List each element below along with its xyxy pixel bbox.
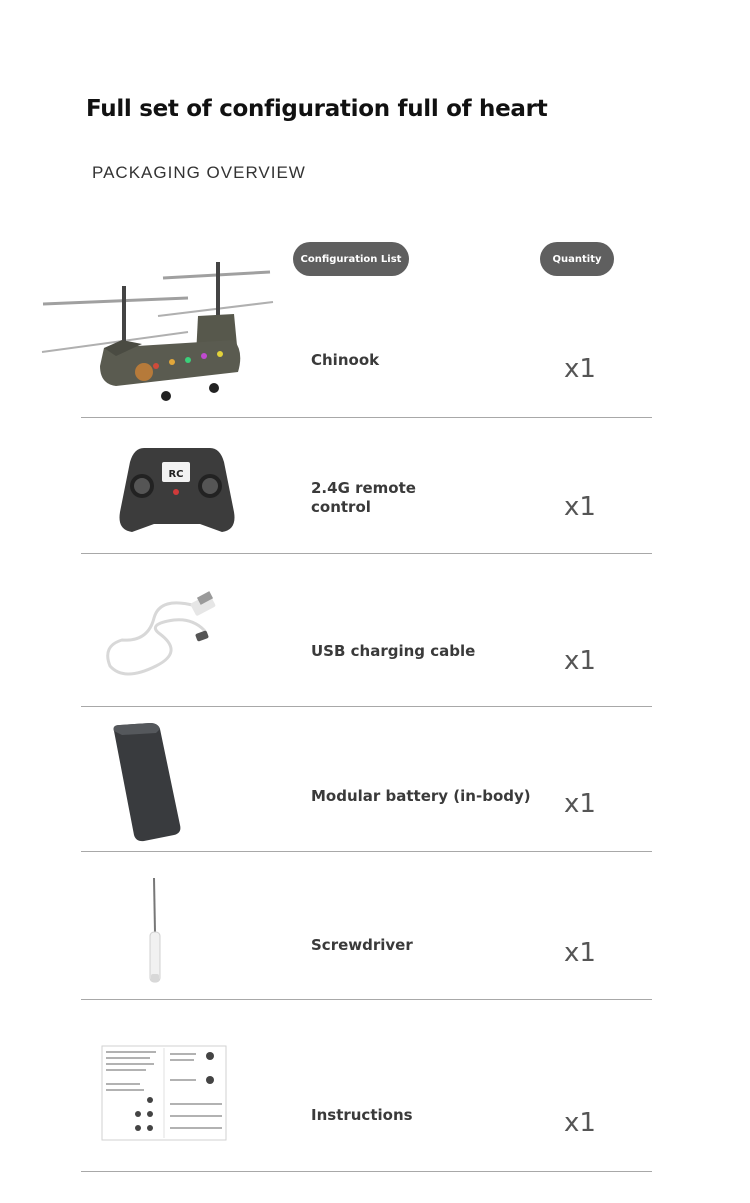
item-name: Screwdriver <box>311 936 413 954</box>
svg-text:RC: RC <box>168 469 184 480</box>
item-quantity: x1 <box>564 354 596 384</box>
item-name: Instructions <box>311 1106 413 1124</box>
item-name: Chinook <box>311 351 380 369</box>
row-divider <box>81 1171 652 1172</box>
item-quantity: x1 <box>564 789 596 819</box>
list-item <box>0 707 750 851</box>
item-quantity: x1 <box>564 492 596 522</box>
item-name: 2.4G remote control <box>311 479 416 516</box>
list-item <box>0 1000 750 1171</box>
list-item <box>0 250 750 418</box>
item-quantity: x1 <box>564 646 596 676</box>
item-quantity: x1 <box>564 938 596 968</box>
battery-icon <box>110 721 184 843</box>
helicopter-icon <box>38 256 278 406</box>
list-item <box>0 554 750 706</box>
item-quantity: x1 <box>564 1108 596 1138</box>
list-item <box>0 852 750 999</box>
item-name: Modular battery (in-body) <box>311 787 531 805</box>
usb-cable-icon <box>100 590 224 682</box>
remote-control-icon <box>116 442 238 538</box>
list-item <box>0 418 750 554</box>
quantity-label: Quantity <box>552 253 602 265</box>
config-list-label: Configuration List <box>300 253 402 265</box>
item-name: USB charging cable <box>311 642 476 660</box>
page-subtitle: PACKAGING OVERVIEW <box>92 163 306 182</box>
page-title: Full set of configuration full of heart <box>86 96 548 122</box>
screwdriver-icon <box>146 876 164 986</box>
instructions-icon <box>100 1044 228 1142</box>
